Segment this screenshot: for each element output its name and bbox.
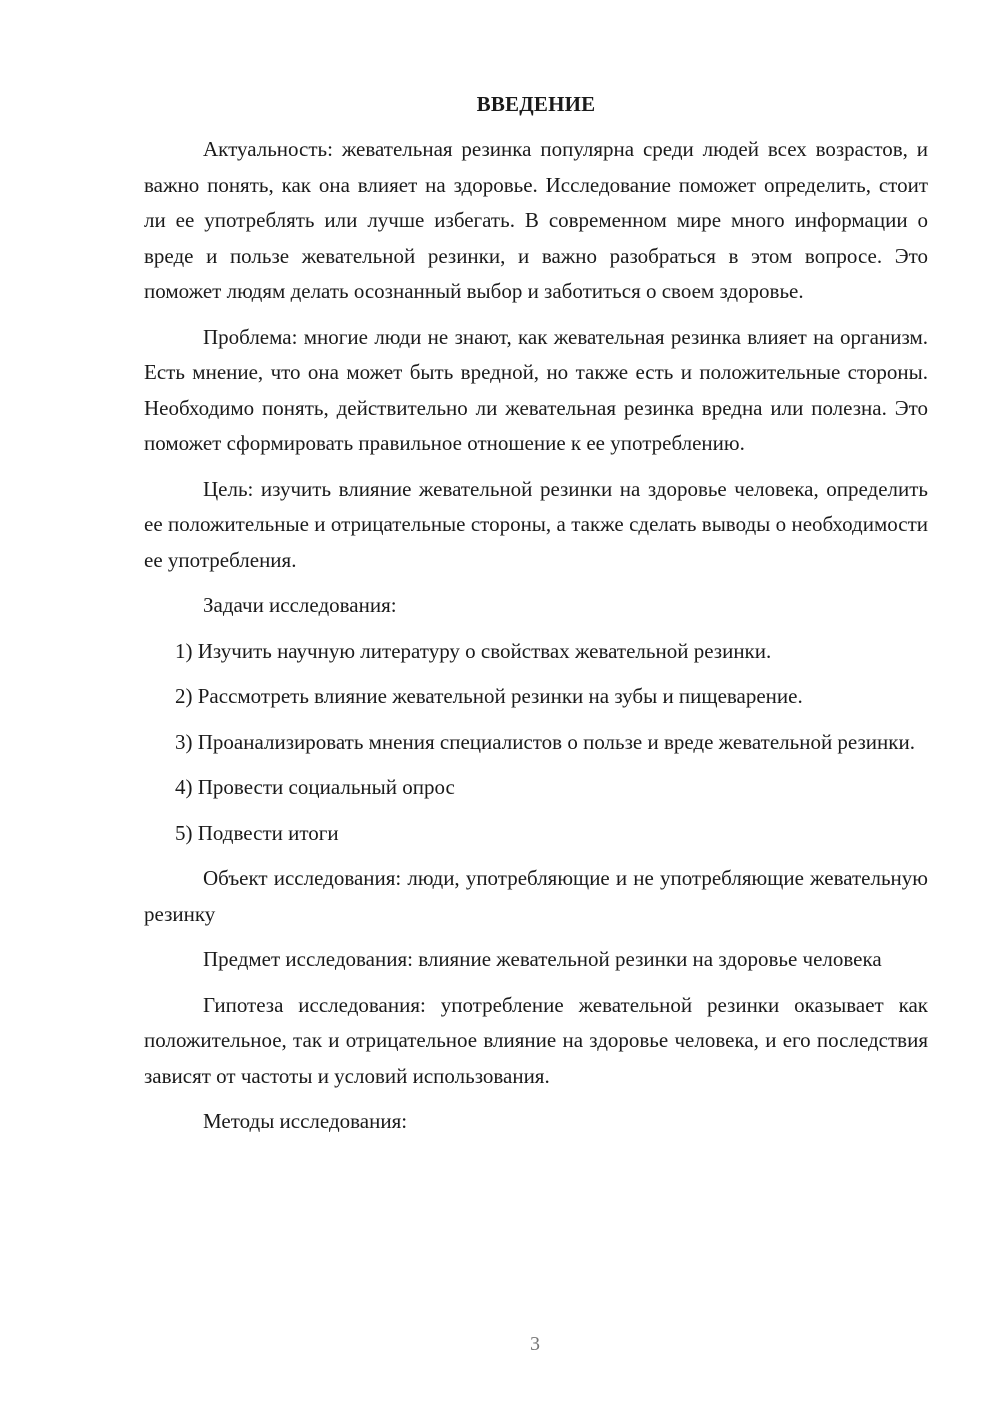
paragraph-relevance: Актуальность: жевательная резинка популярна среди людей всех возрастов, и важно понять, как она влияет на здоровье. Исследование поможет определить, стоит ли ее употреблять или лучше избегать. В современном мире много информации о вреде и пользе жевательной резинки, и важно разобраться в этом вопросе. Это поможет людям делать осознанный выбор и заботиться о своем здоровье. <box>144 137 928 303</box>
paragraph-methods: Методы исследования: <box>203 1109 408 1133</box>
list-item: 2) Рассмотреть влияние жевательной резинки на зубы и пищеварение. <box>175 684 803 708</box>
paragraph-problem: Проблема: многие люди не знают, как жевательная резинка влияет на организм. Есть мнение, что она может быть вредной, но также есть и положительные стороны. Необходимо понять, действительно ли жевательная резинка вредна или полезна. Это поможет сформировать правильное отношение к ее употреблению. <box>144 324 928 455</box>
page-number: 3 <box>530 1333 540 1355</box>
document-page <box>144 90 928 1150</box>
list-item: 4) Провести социальный опрос <box>175 775 455 799</box>
list-item: 5) Подвести итоги <box>175 820 339 845</box>
paragraph-subject: Предмет исследования: влияние жевательной резинки на здоровье человека <box>203 947 882 971</box>
paragraph-hypothesis: Гипотеза исследования: употребление жевательной резинки оказывает как положительное, так и отрицательное влияние на здоровье человека, и его последствия зависят от частоты и условий использования. <box>144 992 928 1088</box>
page-title: ВВЕДЕНИЕ <box>476 92 596 116</box>
paragraph-goal: Цель: изучить влияние жевательной резинки на здоровье человека, определить ее положительные и отрицательные стороны, а также сделать выводы о необходимости ее употребления. <box>144 476 928 572</box>
list-item: 3) Проанализировать мнения специалистов о пользе и вреде жевательной резинки. <box>175 729 915 754</box>
paragraph-object: Объект исследования: люди, употребляющие и не употребляющие жевательную резинку <box>144 866 928 926</box>
tasks-heading: Задачи исследования: <box>203 593 397 617</box>
list-item: 1) Изучить научную литературу о свойствах жевательной резинки. <box>175 638 772 663</box>
